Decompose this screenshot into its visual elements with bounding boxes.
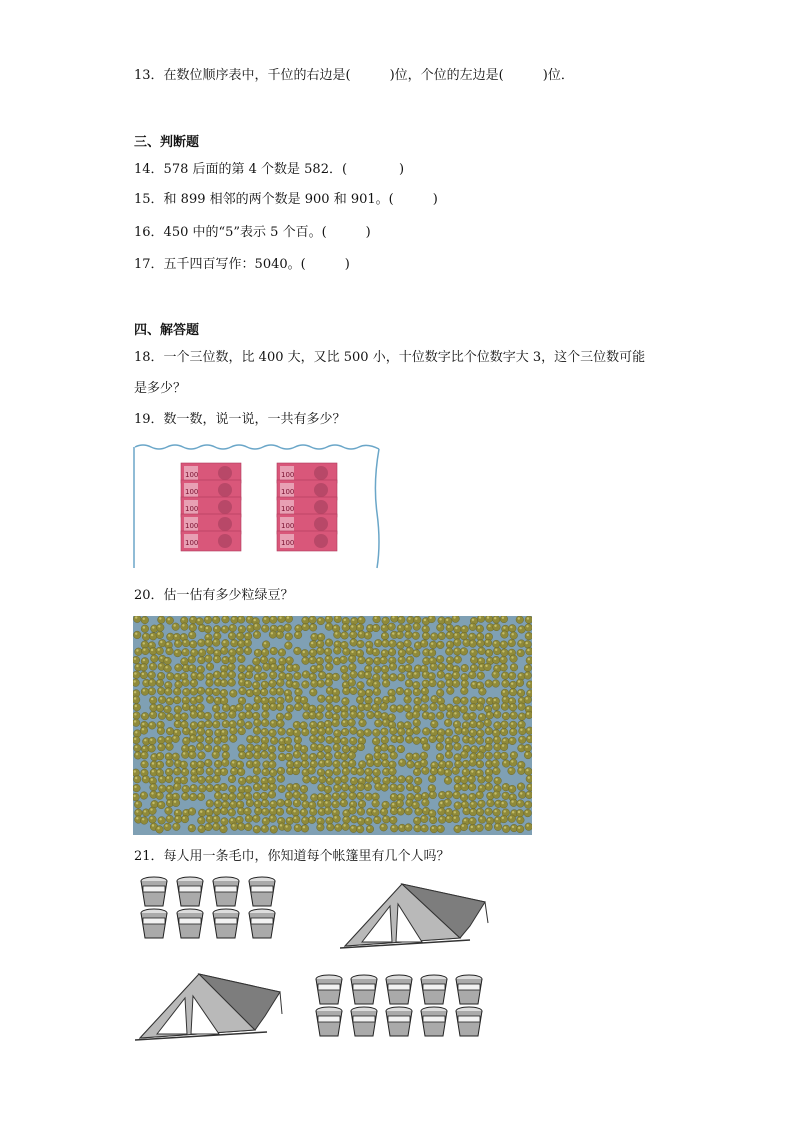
banknotes-image <box>133 443 381 569</box>
cup-icon <box>386 975 412 1004</box>
cup-icon <box>386 1007 412 1036</box>
cup-icon <box>421 975 447 1004</box>
banknote-denomination: 100 <box>185 522 199 530</box>
question-18-line2: 是多少？ <box>134 381 187 396</box>
section-answer-heading: 四、解答题 <box>134 323 200 338</box>
banknote-stack-left <box>181 463 241 551</box>
cup-icon <box>141 877 167 906</box>
towel-cups-group-5 <box>312 970 492 1042</box>
banknote-denomination: 100 <box>281 539 295 547</box>
question-16: 16．450 中的“5”表示 5 个百。( ) <box>134 225 371 240</box>
question-14: 14．578 后面的第 4 个数是 582．( ) <box>134 162 405 177</box>
banknote-denomination: 100 <box>281 522 295 530</box>
question-20: 20．估一估有多少粒绿豆？ <box>134 588 294 603</box>
cup-icon <box>177 877 203 906</box>
question-17: 17．五千四百写作：5040。( ) <box>134 257 350 272</box>
question-13: 13．在数位顺序表中，千位的右边是( )位，个位的左边是( )位． <box>134 68 574 83</box>
banknote-denomination: 100 <box>281 505 295 513</box>
banknote-stack-right <box>277 463 337 551</box>
towel-cups-group-4 <box>137 872 282 942</box>
cup-icon <box>316 1007 342 1036</box>
banknote-denomination: 100 <box>185 471 199 479</box>
cup-icon <box>249 877 275 906</box>
question-15: 15．和 899 相邻的两个数是 900 和 901。( ) <box>134 192 438 207</box>
cup-icon <box>213 877 239 906</box>
banknote-denomination: 100 <box>185 505 199 513</box>
cup-icon <box>213 909 239 938</box>
tent-image-1 <box>340 868 490 953</box>
tent-image-2 <box>135 958 285 1046</box>
banknote-denomination: 100 <box>185 539 199 547</box>
banknote-denomination: 100 <box>281 488 295 496</box>
question-19: 19．数一数，说一说，一共有多少？ <box>134 412 346 427</box>
banknote <box>181 531 241 551</box>
question-18-line1: 18．一个三位数，比 400 大，又比 500 小，十位数字比个位数字大 3，这个三位数可能 <box>134 350 646 365</box>
cup-icon <box>456 975 482 1004</box>
cup-icon <box>351 975 377 1004</box>
section-judgment-heading: 三、判断题 <box>134 135 200 150</box>
cup-icon <box>177 909 203 938</box>
cup-icon <box>456 1007 482 1036</box>
banknote <box>277 531 337 551</box>
cup-icon <box>141 909 167 938</box>
question-21: 21．每人用一条毛巾，你知道每个帐篷里有几个人吗？ <box>134 849 450 864</box>
banknote-denomination: 100 <box>281 471 295 479</box>
banknote-denomination: 100 <box>185 488 199 496</box>
cup-icon <box>316 975 342 1004</box>
cup-icon <box>249 909 275 938</box>
cup-icon <box>351 1007 377 1036</box>
cup-icon <box>421 1007 447 1036</box>
mung-beans-image <box>133 616 532 835</box>
